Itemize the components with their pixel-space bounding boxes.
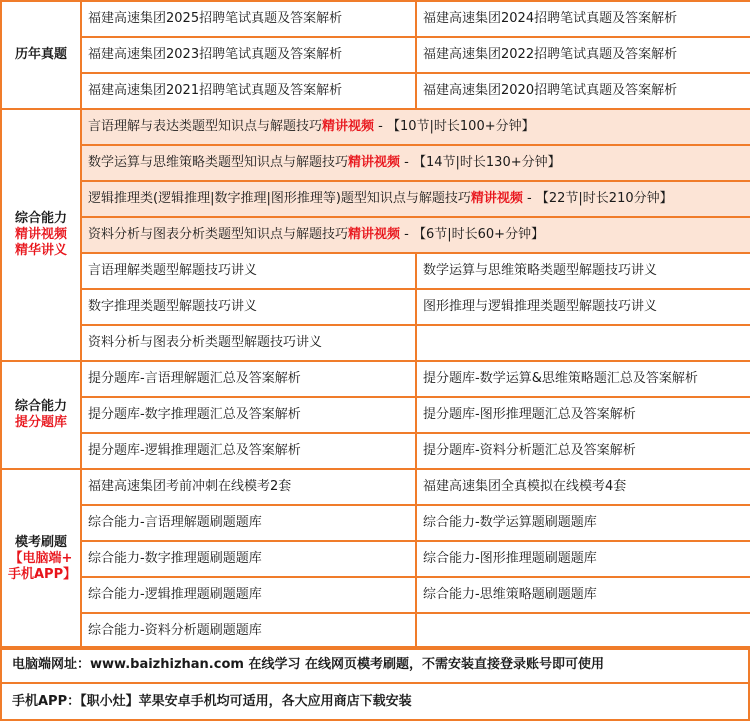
list-item[interactable]: 福建高速集团2024招聘笔试真题及答案解析 [416,1,750,37]
handout-item[interactable]: 数学运算与思维策略类题型解题技巧讲义 [416,253,750,289]
list-item[interactable]: 福建高速集团2025招聘笔试真题及答案解析 [81,1,416,37]
list-item[interactable]: 综合能力-数学运算题刷题题库 [416,505,750,541]
handout-item[interactable]: 图形推理与逻辑推理类题型解题技巧讲义 [416,289,750,325]
footer-app-info: 手机APP：【职小灶】苹果安卓手机均可适用，各大应用商店下载安装 [0,684,750,721]
category-label-highlight: 手机APP】 [8,567,77,582]
video-course-title: 言语理解与表达类题型知识点与解题技巧 [88,119,323,134]
handout-item[interactable]: 言语理解类题型解题技巧讲义 [81,253,416,289]
category-mock [1,469,81,649]
list-item[interactable]: 综合能力-图形推理题刷题题库 [416,541,750,577]
video-course-meta: - 【6节|时长60+分钟】 [400,227,545,242]
list-item[interactable]: 福建高速集团全真模拟在线模考4套 [416,469,750,505]
list-item[interactable]: 福建高速集团2022招聘笔试真题及答案解析 [416,37,750,73]
video-course-item[interactable] [81,109,750,145]
video-course-item[interactable] [81,217,750,253]
empty-cell [416,613,750,649]
category-label-highlight: 【电脑端+ [9,551,73,566]
video-course-title: 逻辑推理类(逻辑推理|数字推理|图形推理等)题型知识点与解题技巧 [88,191,471,206]
handout-item[interactable]: 资料分析与图表分析类题型解题技巧讲义 [81,325,416,361]
empty-cell [416,325,750,361]
list-item[interactable]: 提分题库-图形推理题汇总及答案解析 [416,397,750,433]
list-item[interactable]: 福建高速集团2020招聘笔试真题及答案解析 [416,73,750,109]
footer-pc-url[interactable]: 电脑端网址：www.baizhizhan.com 在线学习 在线网页模考刷题，不需安装直接登录账号即可使用 [0,646,750,684]
category-label-highlight: 精讲视频 [14,227,67,242]
list-item[interactable]: 综合能力-数字推理题刷题题库 [81,541,416,577]
category-label-highlight: 提分题库 [14,415,67,430]
list-item[interactable]: 福建高速集团2023招聘笔试真题及答案解析 [81,37,416,73]
video-course-title: 资料分析与图表分析类题型知识点与解题技巧 [88,227,349,242]
video-highlight: 精讲视频 [348,155,401,170]
list-item[interactable]: 提分题库-言语理解题汇总及答案解析 [81,361,416,397]
video-highlight: 精讲视频 [322,119,375,134]
category-label: 模考刷题 [14,535,67,550]
list-item[interactable]: 福建高速集团2021招聘笔试真题及答案解析 [81,73,416,109]
category-videos [1,109,81,361]
video-course-meta: - 【10节|时长100+分钟】 [374,119,535,134]
video-highlight: 精讲视频 [470,191,523,206]
handout-item[interactable]: 数字推理类题型解题技巧讲义 [81,289,416,325]
category-label: 综合能力 [14,399,67,414]
list-item[interactable]: 综合能力-言语理解题刷题题库 [81,505,416,541]
category-label-highlight: 精华讲义 [14,243,67,258]
list-item[interactable]: 提分题库-资料分析题汇总及答案解析 [416,433,750,469]
video-course-title: 数学运算与思维策略类题型知识点与解题技巧 [88,155,349,170]
video-course-meta: - 【14节|时长130+分钟】 [400,155,561,170]
list-item[interactable]: 提分题库-数字推理题汇总及答案解析 [81,397,416,433]
video-course-item[interactable] [81,181,750,217]
list-item[interactable]: 综合能力-逻辑推理题刷题题库 [81,577,416,613]
list-item[interactable]: 综合能力-资料分析题刷题题库 [81,613,416,649]
video-course-meta: - 【22节|时长210分钟】 [522,191,673,206]
list-item[interactable]: 提分题库-逻辑推理题汇总及答案解析 [81,433,416,469]
category-improve [1,361,81,469]
video-course-item[interactable] [81,145,750,181]
list-item[interactable]: 提分题库-数学运算&思维策略题汇总及答案解析 [416,361,750,397]
video-highlight: 精讲视频 [348,227,401,242]
list-item[interactable]: 福建高速集团考前冲刺在线模考2套 [81,469,416,505]
category-label: 综合能力 [14,211,67,226]
category-past-exams: 历年真题 [1,1,81,109]
list-item[interactable]: 综合能力-思维策略题刷题题库 [416,577,750,613]
